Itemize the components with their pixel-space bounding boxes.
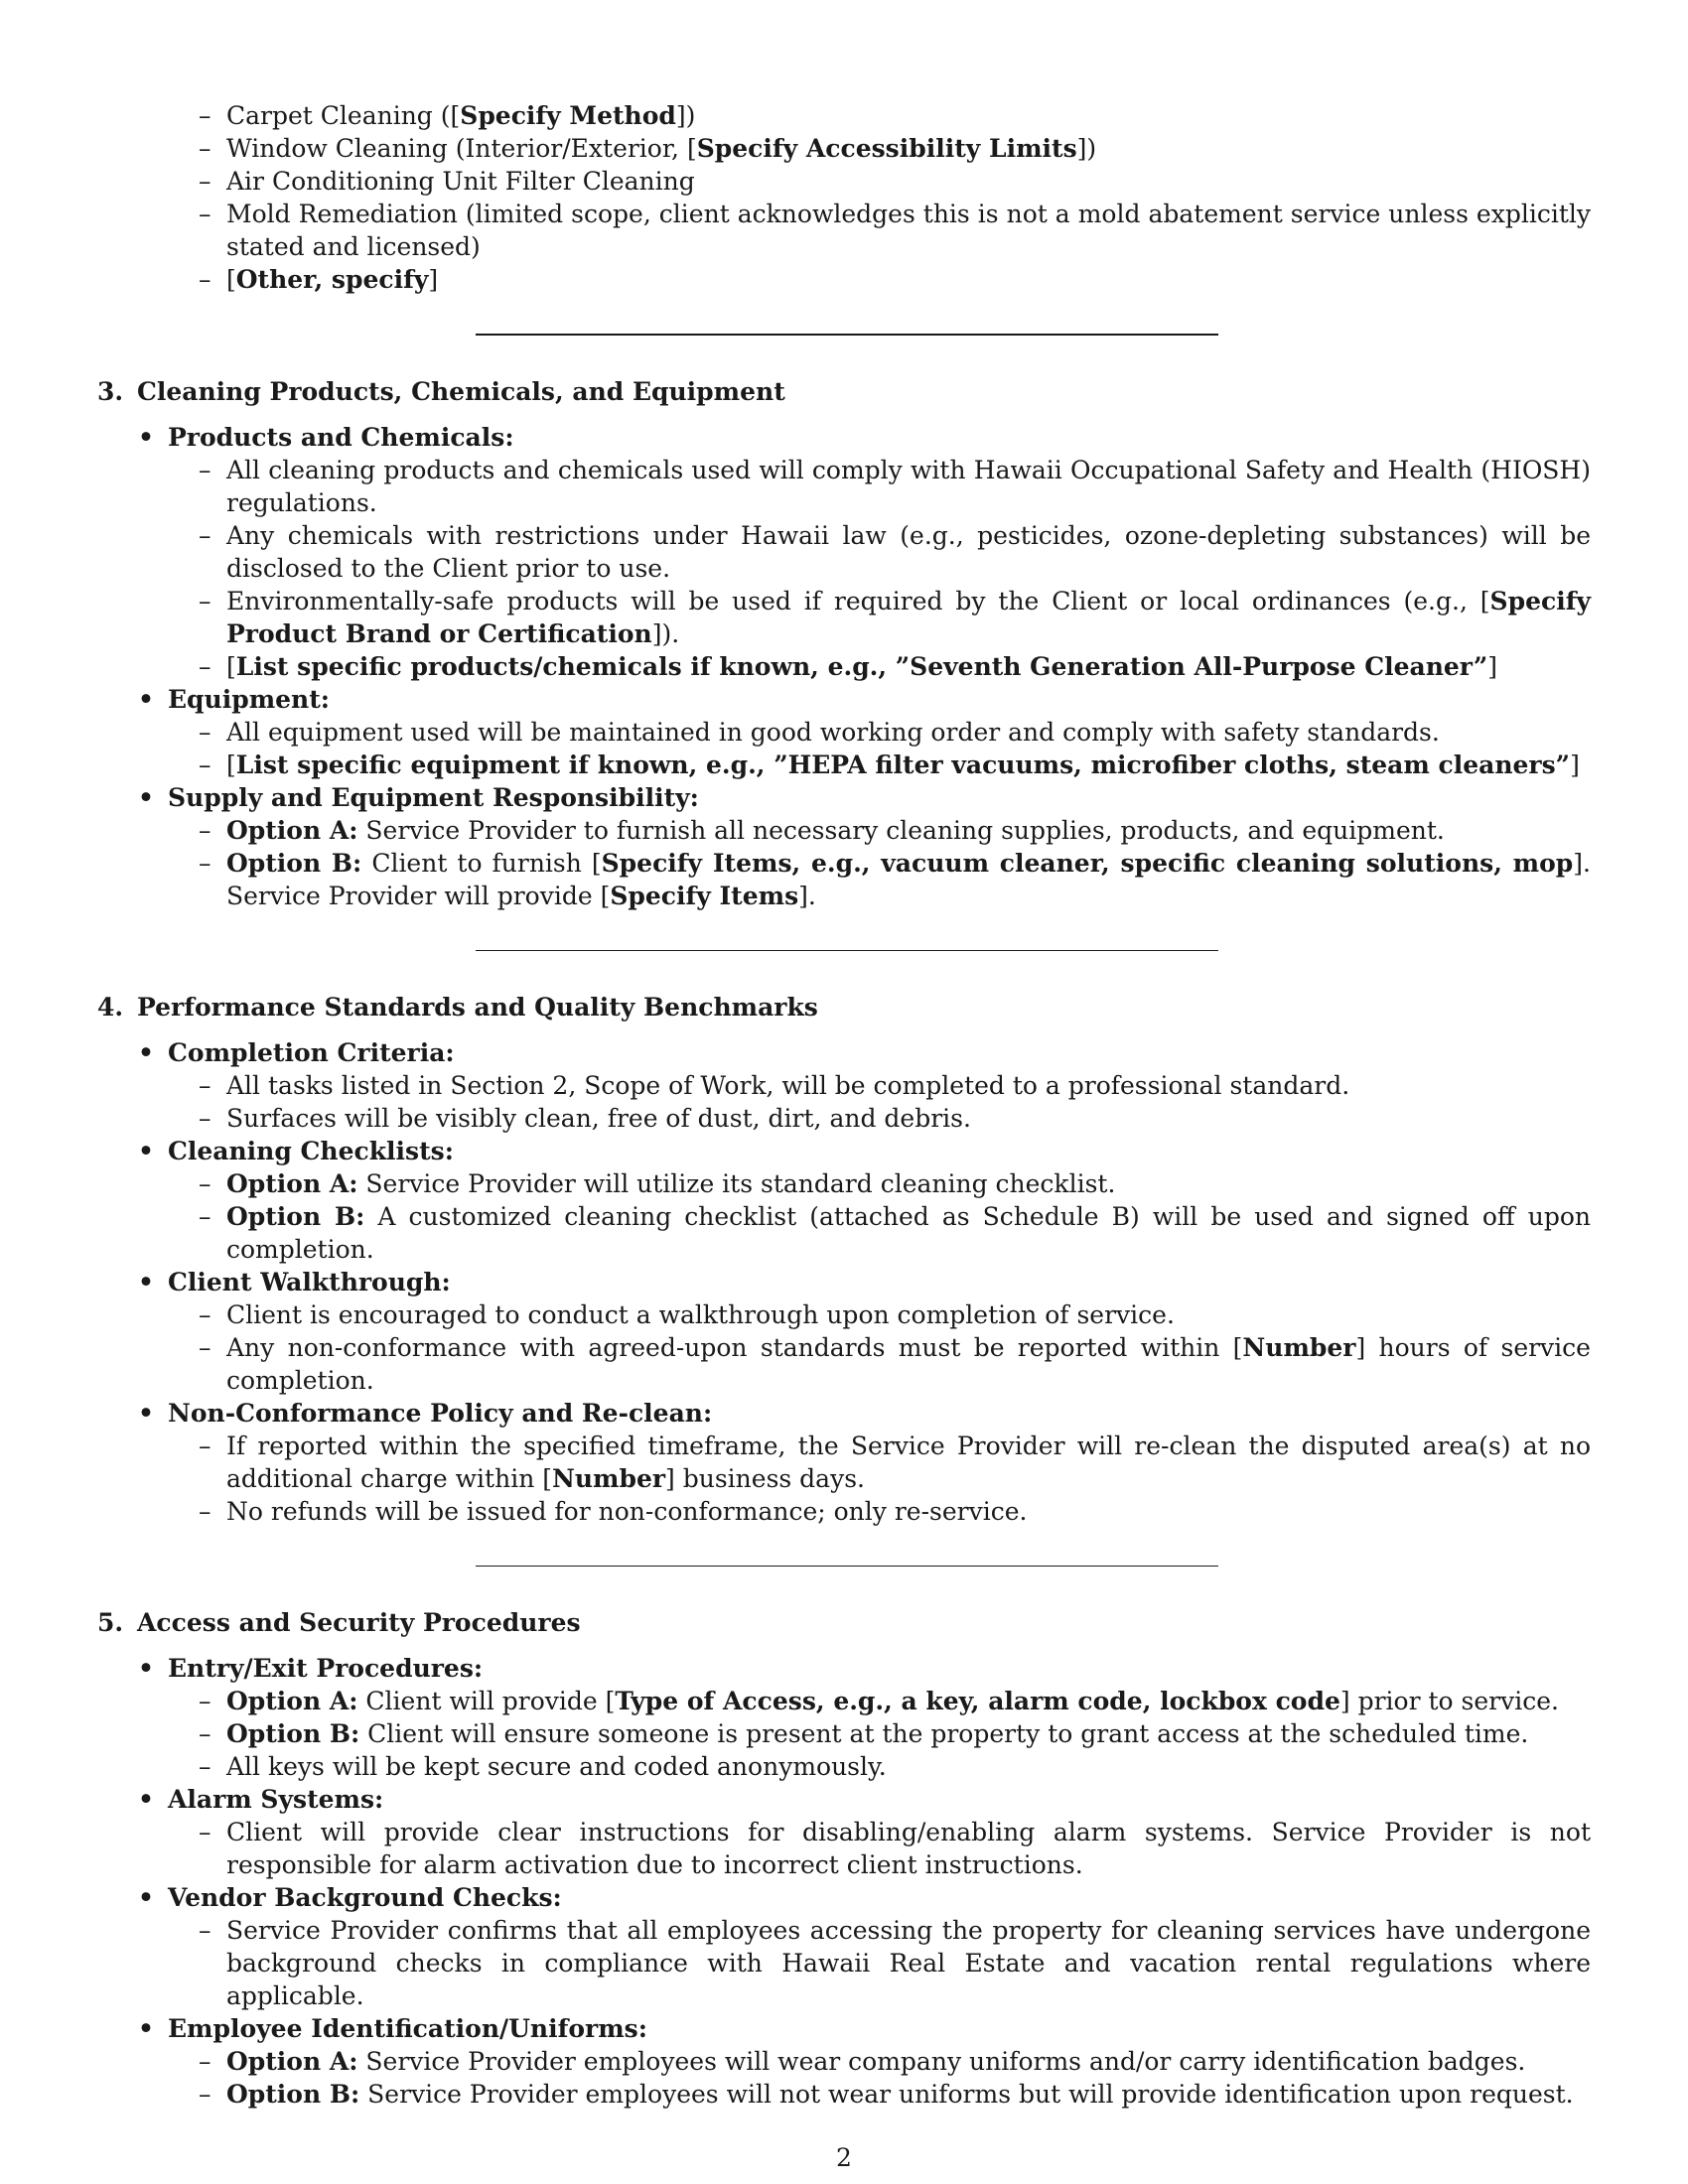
item-text: ]: [1570, 751, 1580, 779]
list-item: [168, 585, 1591, 650]
item-text: If reported within the specified timeframe, the Service Provider will re-clean the disputed area(s) at no additional charge within [: [226, 1432, 1591, 1493]
bullet-item: [97, 1881, 1591, 2012]
section-3: [97, 375, 1591, 951]
sub-list: [168, 716, 1591, 781]
sub-list: [168, 1298, 1591, 1397]
bullet-label: • Alarm Systems:: [168, 1783, 1591, 1816]
item-text: Window Cleaning (Interior/Exterior, [: [226, 134, 697, 163]
section-title: [97, 375, 1591, 408]
list-item: [168, 1167, 1591, 1200]
section-number: 4.: [97, 993, 124, 1022]
option-label: Option A:: [226, 1169, 358, 1198]
item-text: All cleaning products and chemicals used will comply with Hawaii Occupational Safety and Health (HIOSH) regulations.: [226, 456, 1591, 517]
bullet-item: [97, 1036, 1591, 1135]
sub-list: [168, 1430, 1591, 1528]
section-heading-text: Performance Standards and Quality Benchmarks: [137, 993, 818, 1022]
sections-container: [97, 375, 1591, 2111]
section-title: [97, 1606, 1591, 1639]
placeholder-text: Number: [1242, 1333, 1356, 1362]
item-text: Client to furnish [: [361, 849, 602, 878]
list-item: [168, 2045, 1591, 2078]
item-text: All keys will be kept secure and coded anonymously.: [226, 1752, 887, 1781]
option-label: Option B:: [226, 849, 362, 878]
bullet-item: [97, 1266, 1591, 1397]
item-text: Service Provider to furnish all necessary cleaning supplies, products, and equipment.: [357, 816, 1445, 845]
sub-list: [168, 2045, 1591, 2111]
list-item: [168, 519, 1591, 585]
placeholder-text: Specify Items, e.g., vacuum cleaner, specific cleaning solutions, mop: [601, 849, 1574, 878]
sub-list: [168, 814, 1591, 912]
placeholder-text: Type of Access, e.g., a key, alarm code, lockbox code: [615, 1687, 1340, 1715]
section-divider: [476, 1566, 1218, 1567]
sub-list: [168, 1069, 1591, 1135]
option-label: Option A:: [226, 1687, 358, 1715]
item-text: ].: [798, 882, 816, 910]
section-5: [97, 1606, 1591, 2111]
item-text: All equipment used will be maintained in good working order and comply with safety standards.: [226, 718, 1440, 747]
item-text: Environmentally-safe products will be used if required by the Client or local ordinances (e.g., [: [226, 587, 1490, 615]
item-text: Service Provider will utilize its standard cleaning checklist.: [357, 1169, 1116, 1198]
bullet-label: • Supply and Equipment Responsibility:: [168, 781, 1591, 814]
list-item: [168, 1717, 1591, 1750]
item-text: Service Provider employees will not wear uniforms but will provide identification upon request.: [359, 2080, 1574, 2109]
item-text: ] hours of service completion.: [226, 1333, 1591, 1395]
item-text: ]. Service Provider will provide [: [226, 849, 1591, 910]
section-number: 5.: [97, 1608, 124, 1637]
bullet-label: • Entry/Exit Procedures:: [168, 1652, 1591, 1685]
option-label: Option A:: [226, 2047, 358, 2076]
bullet-item: [97, 683, 1591, 781]
bullet-list: [97, 1652, 1591, 2111]
list-item: [168, 1914, 1591, 2012]
list-item: [97, 263, 1591, 296]
item-text: Service Provider confirms that all employees accessing the property for cleaning services have undergone background checks in compliance with Hawaii Real Estate and vacation rental regulations where applicable.: [226, 1916, 1591, 2010]
list-item: [168, 1298, 1591, 1331]
placeholder-text: Other, specify: [235, 265, 429, 294]
section-4: [97, 991, 1591, 1567]
item-text: Service Provider employees will wear company uniforms and/or carry identification badges.: [357, 2047, 1526, 2076]
list-item: [168, 2078, 1591, 2111]
list-item: [168, 1495, 1591, 1528]
item-text: No refunds will be issued for non-conformance; only re-service.: [226, 1497, 1028, 1526]
bullet-item: [97, 1652, 1591, 1783]
item-text: ]: [1487, 652, 1498, 681]
sub-list: [168, 1685, 1591, 1783]
item-text: ] business days.: [665, 1464, 865, 1493]
list-item: [168, 1816, 1591, 1881]
item-text: ]): [1076, 134, 1097, 163]
placeholder-text: Specify Accessibility Limits: [696, 134, 1077, 163]
list-item: [168, 454, 1591, 519]
section-title: [97, 991, 1591, 1024]
list-item: [168, 716, 1591, 749]
item-text: Surfaces will be visibly clean, free of dust, dirt, and debris.: [226, 1104, 971, 1133]
bullet-label: • Cleaning Checklists:: [168, 1135, 1591, 1167]
list-item: [168, 650, 1591, 683]
list-item: [168, 749, 1591, 781]
section-divider: [476, 334, 1218, 336]
scope-continuation-list: [97, 99, 1591, 296]
list-item: [168, 814, 1591, 847]
item-text: Any chemicals with restrictions under Hawaii law (e.g., pesticides, ozone-depleting substances) will be disclosed to the Client prior to use.: [226, 521, 1591, 583]
item-text: A customized cleaning checklist (attached as Schedule B) will be used and signed off upon completion.: [226, 1202, 1591, 1264]
placeholder-text: Number: [552, 1464, 666, 1493]
bullet-item: [97, 1397, 1591, 1528]
item-text: Client will provide clear instructions for disabling/enabling alarm systems. Service Provider is not responsible for alarm activation due to incorrect client instructions.: [226, 1818, 1591, 1879]
bullet-label: • Employee Identification/Uniforms:: [168, 2012, 1591, 2045]
option-label: Option B:: [226, 1719, 360, 1748]
bullet-label: • Non-Conformance Policy and Re-clean:: [168, 1397, 1591, 1430]
sub-list: [168, 454, 1591, 683]
bullet-list: [97, 421, 1591, 912]
page-content: [97, 99, 1591, 2111]
item-text: Carpet Cleaning ([: [226, 101, 461, 130]
bullet-list: [97, 1036, 1591, 1528]
option-label: Option A:: [226, 816, 358, 845]
item-text: [: [226, 652, 236, 681]
list-item: [97, 132, 1591, 165]
bullet-item: [97, 781, 1591, 912]
placeholder-text: Specify Method: [460, 101, 676, 130]
list-item: [168, 1685, 1591, 1717]
option-label: Option B:: [226, 2080, 360, 2109]
item-text: Air Conditioning Unit Filter Cleaning: [226, 167, 695, 196]
section-heading-text: Access and Security Procedures: [137, 1608, 581, 1637]
item-text: Any non-conformance with agreed-upon standards must be reported within [: [226, 1333, 1243, 1362]
list-item: [97, 198, 1591, 263]
bullet-label: • Equipment:: [168, 683, 1591, 716]
sub-list: [168, 1914, 1591, 2012]
item-text: [: [226, 751, 236, 779]
item-text: [: [226, 265, 236, 294]
bullet-item: [97, 421, 1591, 683]
bullet-label: • Client Walkthrough:: [168, 1266, 1591, 1298]
list-item: [168, 1430, 1591, 1495]
section-number: 3.: [97, 377, 124, 406]
sub-list: [168, 1167, 1591, 1266]
item-text: Client is encouraged to conduct a walkthrough upon completion of service.: [226, 1300, 1175, 1329]
list-item: [168, 1750, 1591, 1783]
list-item: [97, 99, 1591, 132]
item-text: Mold Remediation (limited scope, client acknowledges this is not a mold abatement service unless explicitly stated and licensed): [226, 200, 1591, 261]
placeholder-text: List specific products/chemicals if known, e.g., ”Seventh Generation All-Purpose Cleaner”: [235, 652, 1488, 681]
placeholder-text: Specify Items: [610, 882, 799, 910]
bullet-item: [97, 1135, 1591, 1266]
bullet-item: [97, 2012, 1591, 2111]
item-text: All tasks listed in Section 2, Scope of Work, will be completed to a professional standard.: [226, 1071, 1350, 1100]
list-item: [168, 847, 1591, 912]
item-text: ] prior to service.: [1339, 1687, 1559, 1715]
bullet-item: [97, 1783, 1591, 1881]
list-item: [168, 1102, 1591, 1135]
item-text: ]): [675, 101, 696, 130]
section-heading-text: Cleaning Products, Chemicals, and Equipment: [137, 377, 785, 406]
bullet-label: • Completion Criteria:: [168, 1036, 1591, 1069]
item-text: Client will ensure someone is present at the property to grant access at the scheduled time.: [359, 1719, 1529, 1748]
list-item: [168, 1069, 1591, 1102]
section-divider: [476, 950, 1218, 951]
item-text: ]: [428, 265, 439, 294]
list-item: [168, 1331, 1591, 1397]
bullet-label: • Vendor Background Checks:: [168, 1881, 1591, 1914]
sub-list: [168, 1816, 1591, 1881]
option-label: Option B:: [226, 1202, 365, 1231]
item-text: ]).: [651, 619, 680, 648]
list-item: [168, 1200, 1591, 1266]
placeholder-text: List specific equipment if known, e.g., ”HEPA filter vacuums, microfiber cloths, steam cleaners”: [235, 751, 1571, 779]
placeholder-text: Specify Product Brand or Certification: [226, 587, 1591, 648]
list-item: [97, 165, 1591, 198]
bullet-label: • Products and Chemicals:: [168, 421, 1591, 454]
item-text: Client will provide [: [357, 1687, 616, 1715]
page-number: 2: [836, 2143, 852, 2172]
